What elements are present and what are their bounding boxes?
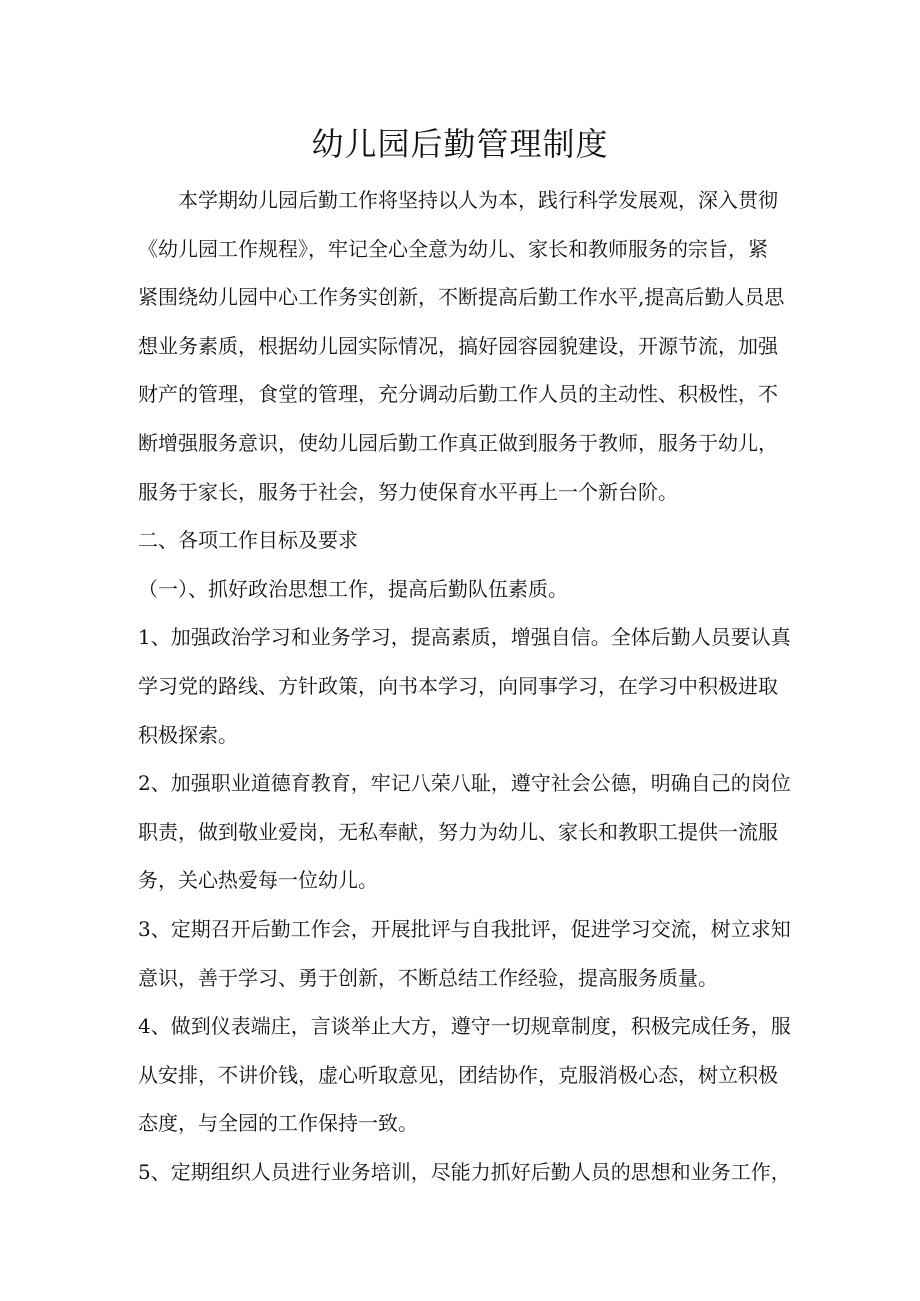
item-4-line-2: 从安排，不讲价钱，虚心听取意见，团结协作，克服消极心态，树立积极 <box>138 1062 778 1087</box>
item-2-line-1: 2、加强职业道德育教育，牢记八荣八耻，遵守社会公德，明确自己的岗位 <box>138 771 791 796</box>
item-1-line-3: 积极探索。 <box>138 722 238 747</box>
paragraph-intro-line-3: 紧围绕幼儿园中心工作务实创新，不断提高后勤工作水平,提高后勤人员思 <box>138 285 785 310</box>
subsection-heading: （一）、抓好政治思想工作，提高后勤队伍素质。 <box>138 576 568 601</box>
item-4-line-3: 态度，与全园的工作保持一致。 <box>138 1111 418 1136</box>
paragraph-intro-line-7: 服务于家长，服务于社会，努力使保育水平再上一个新台阶。 <box>138 479 678 504</box>
item-3-line-1: 3、定期召开后勤工作会，开展批评与自我批评，促进学习交流，树立求知 <box>138 916 791 941</box>
paragraph-intro-line-5: 财产的管理，食堂的管理，充分调动后勤工作人员的主动性、积极性，不 <box>138 382 778 407</box>
paragraph-intro-line-2: 《幼儿园工作规程》，牢记全心全意为幼儿、家长和教师服务的宗旨，紧 <box>138 236 768 261</box>
item-2-line-2: 职责，做到敬业爱岗，无私奉献，努力为幼儿、家长和教职工提供一流服 <box>138 819 778 844</box>
item-1-line-1: 1、加强政治学习和业务学习，提高素质，增强自信。全体后勤人员要认真 <box>138 625 791 650</box>
item-3-line-2: 意识，善于学习、勇于创新，不断总结工作经验，提高服务质量。 <box>138 965 718 990</box>
item-1-line-2: 学习党的路线、方针政策，向书本学习，向同事学习，在学习中积极进取 <box>138 673 778 698</box>
paragraph-intro-line-6: 断增强服务意识，使幼儿园后勤工作真正做到服务于教师，服务于幼儿， <box>138 430 778 455</box>
item-2-line-3: 务，关心热爱每一位幼儿。 <box>138 868 378 893</box>
section-heading: 二、各项工作目标及要求 <box>138 528 358 553</box>
document-title: 幼儿园后勤管理制度 <box>311 125 609 163</box>
item-4-line-1: 4、做到仪表端庄，言谈举止大方，遵守一切规章制度，积极完成任务，服 <box>138 1014 791 1039</box>
item-5-line-1: 5、定期组织人员进行业务培训，尽能力抓好后勤人员的思想和业务工作， <box>138 1159 791 1184</box>
paragraph-intro-line-1: 本学期幼儿园后勤工作将坚持以人为本，践行科学发展观，深入贯彻 <box>138 188 778 212</box>
paragraph-intro-line-4: 想业务素质，根据幼儿园实际情况，搞好园容园貌建设，开源节流，加强 <box>138 333 778 358</box>
document-body <box>138 176 791 1196</box>
